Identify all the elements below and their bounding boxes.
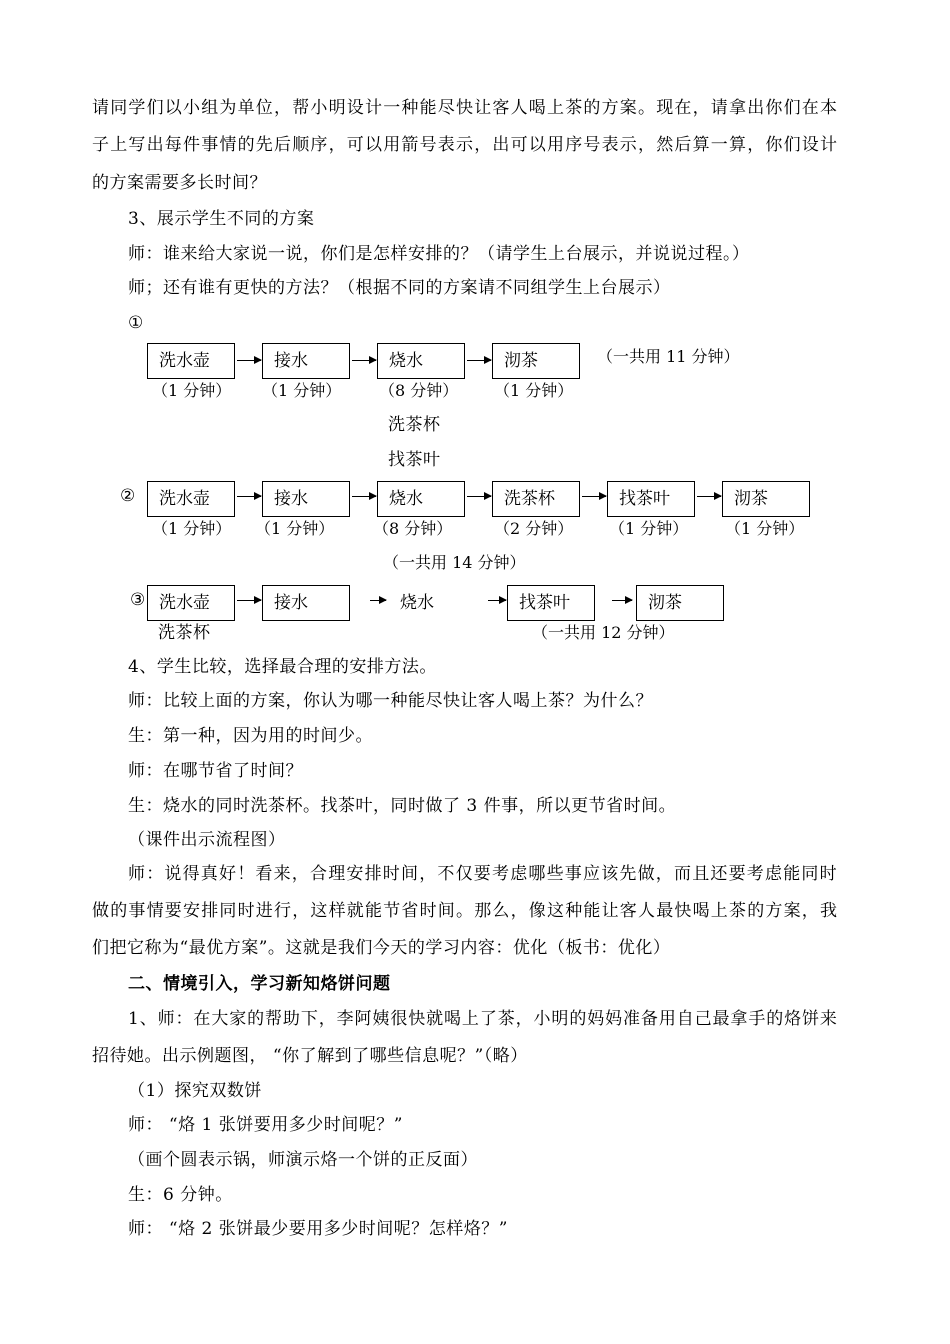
note-line: （课件出示流程图） — [128, 830, 286, 850]
flow-step-box: 烧水 — [400, 593, 434, 613]
flow-step-box: 沏茶 — [492, 343, 580, 379]
teacher-line: 师：比较上面的方案，你认为哪一种能尽快让客人喝上茶？为什么？ — [128, 691, 653, 711]
teacher-line: 师：在哪节省了时间？ — [128, 761, 303, 781]
section-heading: 二、情境引入，学习新知烙饼问题 — [128, 974, 391, 994]
flow-arrow — [582, 496, 606, 497]
flow-step-box: 沏茶 — [722, 481, 810, 517]
teacher-line: 师： “烙 1 张饼要用多少时间呢？” — [128, 1115, 403, 1135]
flow-arrow — [237, 360, 261, 361]
paragraph-line: 招待她。出示例题图， “你了解到了哪些信息呢？”（略） — [92, 1046, 528, 1066]
teacher-line: 师；还有谁有更快的方法？（根据不同的方案请不同组学生上台展示） — [128, 278, 671, 298]
section-heading: （1）探究双数饼 — [128, 1081, 262, 1101]
step-time: （1 分钟） — [494, 381, 574, 400]
scheme-1-total: （一共用 11 分钟） — [597, 347, 740, 366]
flow-step-box: 接水 — [262, 481, 350, 517]
flow-arrow — [467, 496, 491, 497]
parallel-task: 找茶叶 — [388, 450, 441, 470]
step-time: （8 分钟） — [379, 381, 459, 400]
step-time: （1 分钟） — [152, 381, 232, 400]
flow-step-box: 接水 — [262, 343, 350, 379]
student-line: 生：第一种，因为用的时间少。 — [128, 726, 373, 746]
flow-step-box: 找茶叶 — [507, 585, 595, 621]
flow-step-box: 洗水壶 — [147, 481, 235, 517]
teacher-line: 师：谁来给大家说一说，你们是怎样安排的？（请学生上台展示，并说说过程。） — [128, 244, 750, 264]
parallel-task: 洗茶杯 — [388, 415, 441, 435]
flow-step-box: 沏茶 — [636, 585, 724, 621]
scheme-3-total: （一共用 12 分钟） — [532, 623, 675, 642]
paragraph-line: 们把它称为“最优方案”。这就是我们今天的学习内容：优化（板书：优化） — [92, 938, 671, 958]
flow-step-box: 接水 — [262, 585, 350, 621]
step-time: （1 分钟） — [609, 519, 689, 538]
flow-arrow — [352, 360, 376, 361]
step-time: （8 分钟） — [373, 519, 453, 538]
paragraph-line: 1、师：在大家的帮助下，李阿姨很快就喝上了茶，小明的妈妈准备用自己最拿手的烙饼来 — [128, 1009, 838, 1029]
flow-arrow — [237, 600, 261, 601]
flow-step-box: 洗茶杯 — [492, 481, 580, 517]
scheme-2-total: （一共用 14 分钟） — [383, 553, 526, 572]
teacher-line: 师： “烙 2 张饼最少要用多少时间呢？怎样烙？” — [128, 1219, 508, 1239]
scheme-2-marker: ② — [120, 486, 136, 506]
student-line: 生：烧水的同时洗茶杯。找茶叶，同时做了 3 件事，所以更节省时间。 — [128, 796, 677, 816]
flow-step-box: 烧水 — [377, 343, 465, 379]
step-time: （1 分钟） — [255, 519, 335, 538]
flow-arrow — [612, 600, 632, 601]
paragraph-line: 做的事情要安排同时进行，这样就能节省时间。那么，像这种能让客人最快喝上茶的方案，我 — [92, 901, 839, 921]
flow-step-box: 洗水壶 — [147, 343, 235, 379]
teacher-line: 师：说得真好！看来，合理安排时间，不仅要考虑哪些事应该先做，而且还要考虑能同时 — [128, 864, 838, 884]
paragraph-line: 请同学们以小组为单位，帮小明设计一种能尽快让客人喝上茶的方案。现在，请拿出你们在本 — [92, 98, 839, 118]
flow-arrow — [370, 600, 386, 601]
student-line: 生：6 分钟。 — [128, 1185, 233, 1205]
flow-step-box: 找茶叶 — [607, 481, 695, 517]
flow-step-box: 烧水 — [377, 481, 465, 517]
scheme-1-marker: ① — [128, 313, 144, 333]
scheme-3-marker: ③ — [130, 590, 146, 610]
flow-arrow — [697, 496, 721, 497]
flow-arrow — [352, 496, 376, 497]
flow-arrow — [237, 496, 261, 497]
step-time: （2 分钟） — [494, 519, 574, 538]
step-time: （1 分钟） — [725, 519, 805, 538]
parallel-task: 洗茶杯 — [158, 623, 211, 643]
note-line: （画个圆表示锅，师演示烙一个饼的正反面） — [128, 1150, 478, 1170]
paragraph-line: 子上写出每件事情的先后顺序，可以用箭号表示，出可以用序号表示，然后算一算，你们设计 — [92, 135, 839, 155]
step-time: （1 分钟） — [262, 381, 342, 400]
flow-arrow — [467, 360, 491, 361]
paragraph-line: 的方案需要多长时间？ — [92, 173, 267, 193]
flow-arrow — [488, 600, 506, 601]
flow-step-box: 洗水壶 — [147, 585, 235, 621]
section-heading: 3、展示学生不同的方案 — [128, 209, 315, 229]
step-time: （1 分钟） — [152, 519, 232, 538]
section-heading: 4、学生比较，选择最合理的安排方法。 — [128, 657, 437, 677]
